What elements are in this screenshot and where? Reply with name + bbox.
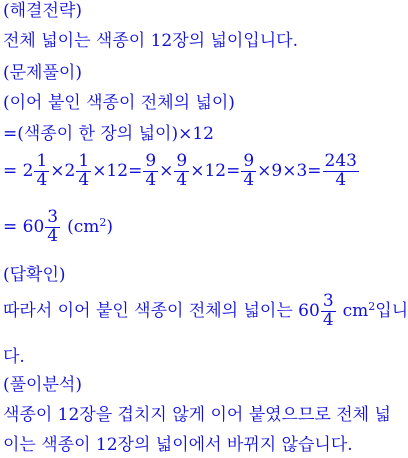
fraction-nine-fourths bbox=[143, 150, 158, 190]
answer-unit bbox=[343, 300, 376, 322]
denominator: 4 bbox=[176, 169, 188, 190]
answer-heading: (답확인) bbox=[3, 265, 66, 285]
unit-cm: cm bbox=[342, 301, 369, 321]
solve-heading: (문제풀이) bbox=[3, 63, 82, 83]
solve-step-4 bbox=[3, 206, 113, 248]
strategy-heading: (해결전략) bbox=[3, 1, 82, 21]
denominator: 4 bbox=[78, 169, 90, 190]
step3-part-f: ×9×3= bbox=[257, 161, 322, 181]
step3-part-b: ×2 bbox=[50, 161, 76, 181]
fraction-one-fourth bbox=[76, 150, 91, 190]
fraction-three-fourths bbox=[45, 206, 60, 246]
step3-part-e: ×12= bbox=[190, 161, 241, 181]
answer-text-a: 따라서 이어 붙인 색종이 전체의 넓이는 60 bbox=[3, 301, 320, 321]
numerator: 9 bbox=[243, 150, 255, 171]
unit-exponent: 2 bbox=[368, 300, 376, 313]
numerator: 3 bbox=[47, 206, 59, 227]
solve-step-2: =(색종이 한 장의 넓이)×12 bbox=[3, 124, 214, 144]
fraction-nine-fourths bbox=[174, 150, 189, 190]
unit-cm2 bbox=[67, 216, 113, 238]
unit-exponent: 2 bbox=[99, 216, 107, 229]
fraction-result bbox=[323, 150, 359, 190]
denominator: 4 bbox=[36, 169, 48, 190]
analysis-line-2: 이는 색종이 12장의 넓이에서 바뀌지 않습니다. bbox=[3, 435, 353, 455]
numerator: 1 bbox=[36, 150, 48, 171]
step3-part-d: × bbox=[159, 161, 174, 181]
denominator: 4 bbox=[145, 169, 157, 190]
solve-step-3 bbox=[3, 150, 360, 192]
strategy-text: 전체 넓이는 색종이 12장의 넓이입니다. bbox=[3, 31, 298, 51]
unit-close: ) bbox=[106, 217, 114, 237]
denominator: 4 bbox=[47, 225, 59, 246]
answer-line-2: 다. bbox=[3, 347, 25, 367]
analysis-line-1: 색종이 12장을 겹치지 않게 이어 붙였으므로 전체 넓 bbox=[3, 405, 391, 425]
fraction-three-fourths bbox=[321, 290, 336, 330]
fraction-one-fourth bbox=[34, 150, 49, 190]
answer-text-b: 입니 bbox=[375, 301, 408, 321]
unit-open: (cm bbox=[67, 217, 100, 237]
fraction-nine-fourths bbox=[241, 150, 256, 190]
numerator: 9 bbox=[145, 150, 157, 171]
denominator: 4 bbox=[322, 309, 334, 330]
step3-part-c: ×12= bbox=[92, 161, 143, 181]
solve-step-1: (이어 붙인 색종이 전체의 넓이) bbox=[3, 93, 235, 113]
numerator: 243 bbox=[324, 150, 357, 171]
denominator: 4 bbox=[243, 169, 255, 190]
analysis-heading: (풀이분석) bbox=[3, 375, 82, 395]
denominator: 4 bbox=[335, 169, 347, 190]
numerator: 1 bbox=[78, 150, 90, 171]
numerator: 9 bbox=[176, 150, 188, 171]
step3-part-a: = 2 bbox=[3, 161, 34, 181]
numerator: 3 bbox=[322, 290, 334, 311]
step4-part-a: = 60 bbox=[3, 217, 45, 237]
answer-line-1 bbox=[3, 290, 408, 332]
